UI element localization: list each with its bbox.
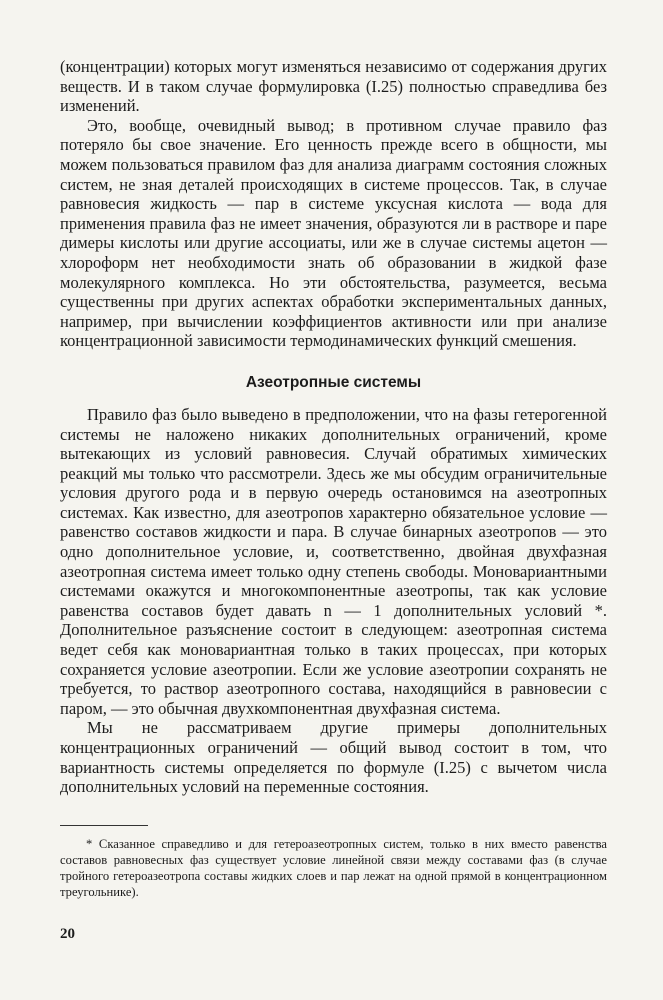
main-text bbox=[60, 57, 607, 797]
footnote: * Сказанное справедливо и для гетероазеотропных систем, только в них вместо равенства составов равновесных фаз существует условие линейной связи между составами фаз (в случае тройного гетероазеотропа составы жидких слоев и пар лежат на одной прямой в концентрационном треугольнике). bbox=[60, 836, 607, 900]
page-number: 20 bbox=[60, 926, 75, 942]
section-heading: Азеотропные системы bbox=[245, 373, 422, 391]
paragraph-phase-rule-value: Это, вообще, очевидный вывод; в противном случае правило фаз потеряло бы свое значение. Его ценность прежде всего в общности, мы можем пользоваться правилом фаз для анализа диаграмм состояния сложных систем, не зная деталей происходящих в системе процессов. Так, в случае равновесия жидкость — пар в системе уксусная кислота — вода для применения правила фаз не имеет значения, образуются ли в растворе и паре димеры кислоты или другие ассоциаты, или же в случае системы ацетон — хлороформ нет необходимости знать об образовании в жидкой фазе молекулярного комплекса. Но эти обстоятельства, разумеется, весьма существенны при других аспектах обработки экспериментальных данных, например, при вычислении коэффициентов активности или при анализе концентрационной зависимости термодинамических функций смешения. bbox=[60, 115, 607, 351]
paragraph-continuation: (концентрации) которых могут изменяться независимо от содержания других веществ. И в таком случае формулировка (I.25) полностью справедлива без изменений. bbox=[60, 57, 607, 116]
paragraph-conclusion: Мы не рассматриваем другие примеры дополнительных концентрационных ограничений — общий вывод состоит в том, что вариантность системы определяется по формуле (I.25) с вычетом числа дополнительных условий на переменные состояния. bbox=[60, 718, 607, 797]
footnote-divider bbox=[60, 825, 148, 826]
paragraph-azeotropes: Правило фаз было выведено в предположении, что на фазы гетерогенной системы не наложено никаких дополнительных ограничений, кроме вытекающих из условий равновесия. Случай обратимых химических реакций мы только что рассмотрели. Здесь же мы обсудим ограничительные условия другого рода и в первую очередь остановимся на азеотропных системах. Как известно, для азеотропов характерно обязательное условие — равенство составов жидкости и пара. В случае бинарных азеотропов — это одно дополнительное условие, и, соответственно, двойная двухфазная азеотропная система имеет только одну степень свободы. Моновариантными системами окажутся и многокомпонентные азеотропы, так как условие равенства составов будет давать n — 1 дополнительных условий *. Дополнительное разъяснение состоит в следующем: азеотропная система ведет себя как моновариантная только в таких процессах, при которых сохраняется условие азеотропии. Если же условие азеотропии сохранять не требуется, то раствор азеотропного состава, находящийся в равновесии с паром, — это обычная двухкомпонентная двухфазная система. bbox=[60, 404, 607, 718]
